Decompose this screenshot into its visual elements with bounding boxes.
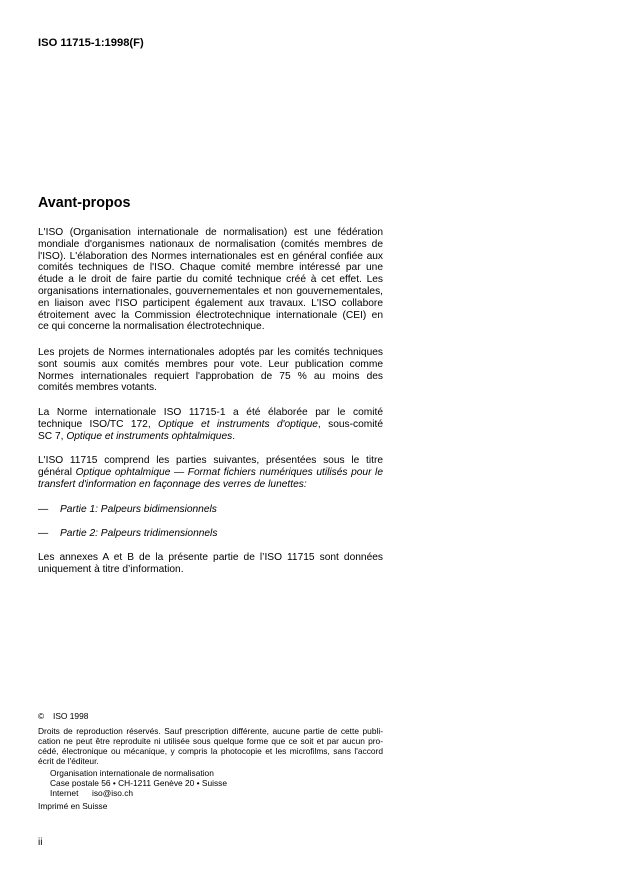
text-segment: , sous-comité (317, 418, 384, 430)
internet-label: Internet (50, 788, 79, 798)
foreword-paragraph-2 (38, 347, 383, 394)
paragraph-line (38, 455, 383, 467)
italic-title-segment: Optique ophtalmique — Format fichiers numériques utilisés pour le (75, 466, 383, 478)
copyright-symbol: © (38, 711, 45, 721)
text-segment: . (232, 430, 236, 442)
list-dash: — (38, 528, 49, 539)
paragraph-line: étroitement avec la Commission électrotechnique internationale (CEI) en (38, 309, 383, 321)
paragraph-line: ce qui concerne la normalisation électrotechnique. (38, 321, 265, 333)
paragraph-line: en liaison avec l'ISO participent également aux travaux. L'ISO collabore (38, 297, 383, 309)
paragraph-line (38, 419, 383, 431)
printed-in: Imprimé en Suisse (38, 801, 108, 811)
list-item-text: Partie 2: Palpeurs tridimensionnels (60, 528, 218, 539)
rights-line: cation ne peut être reproduite ni utilisée sous quelque forme que ce soit et par aucun pro- (38, 736, 383, 746)
address-organisation: Organisation internationale de normalisation (50, 768, 214, 778)
text-segment: L'ISO 11715 comprend les parties suivantes, présentées sous le titre (38, 455, 383, 466)
document-identifier: ISO 11715-1:1998(F) (38, 37, 144, 49)
copyright-notice (38, 711, 383, 721)
paragraph-line: uniquement à titre d’information. (38, 563, 184, 575)
paragraph-line (38, 431, 383, 443)
internet-address: iso@iso.ch (92, 788, 134, 798)
paragraph-line: Les annexes A et B de la présente partie de l’ISO 11715 sont données (38, 552, 383, 563)
foreword-paragraph-4 (38, 455, 383, 490)
italic-title-segment: transfert d'information en façonnage des verres de lunettes: (38, 478, 307, 490)
paragraph-line (38, 407, 383, 419)
text-segment: La Norme internationale ISO 11715-1 a été élaborée par le comité (38, 407, 383, 418)
paragraph-line: sont soumis aux comités membres pour vote. Leur publication comme (38, 358, 383, 370)
paragraph-line: Normes internationales requiert l'approbation de 75 % au moins des (38, 370, 383, 382)
paragraph-line: étude a le droit de faire partie du comité technique créé à cet effet. Les (38, 274, 383, 286)
italic-title-segment: Optique et instruments ophtalmiques (66, 430, 233, 442)
rights-statement (38, 726, 383, 766)
paragraph-line: mondiale d'organismes nationaux de normalisation (comités membres de (38, 238, 383, 250)
rights-line: Droits de reproduction réservés. Sauf prescription différente, aucune partie de cette publi- (38, 726, 383, 736)
paragraph-line: comités techniques de l'ISO. Chaque comité membre intéressé par une (38, 262, 383, 274)
rights-line: cédé, électronique ou mécanique, y compris la photocopie et les microfilms, sans l'accord (38, 746, 383, 756)
paragraph-line: comités membres votants. (38, 382, 157, 394)
address-postal: Case postale 56 • CH-1211 Genève 20 • Suisse (50, 778, 228, 788)
italic-title-segment: Optique et instruments d'optique (158, 418, 318, 430)
page-number: ii (38, 837, 43, 848)
paragraph-line: organisations internationales, gouvernementales et non gouvernementales, (38, 285, 383, 297)
paragraph-line: l'ISO). L'élaboration des Normes internationales est en général confiée aux (38, 250, 383, 262)
copyright-holder: ISO 1998 (53, 711, 89, 721)
publisher-address (50, 768, 350, 798)
foreword-paragraph-3 (38, 407, 383, 442)
foreword-paragraph-5 (38, 552, 383, 576)
paragraph-line: L'ISO (Organisation internationale de normalisation) est une fédération (38, 227, 383, 238)
foreword-paragraph-1 (38, 227, 383, 333)
paragraph-line (38, 467, 383, 479)
list-item (38, 528, 383, 540)
section-heading: Avant-propos (38, 195, 131, 211)
paragraph-line (38, 479, 383, 491)
list-item-text: Partie 1: Palpeurs bidimensionnels (60, 504, 217, 515)
text-segment: technique ISO/TC 172, (38, 418, 159, 430)
list-item (38, 504, 383, 516)
text-segment: SC 7, (38, 430, 67, 442)
rights-line: écrit de l'éditeur. (38, 756, 99, 766)
address-internet (50, 788, 350, 798)
paragraph-line: Les projets de Normes internationales adoptés par les comités techniques (38, 347, 383, 358)
list-dash: — (38, 504, 49, 515)
text-segment: général (38, 466, 76, 478)
